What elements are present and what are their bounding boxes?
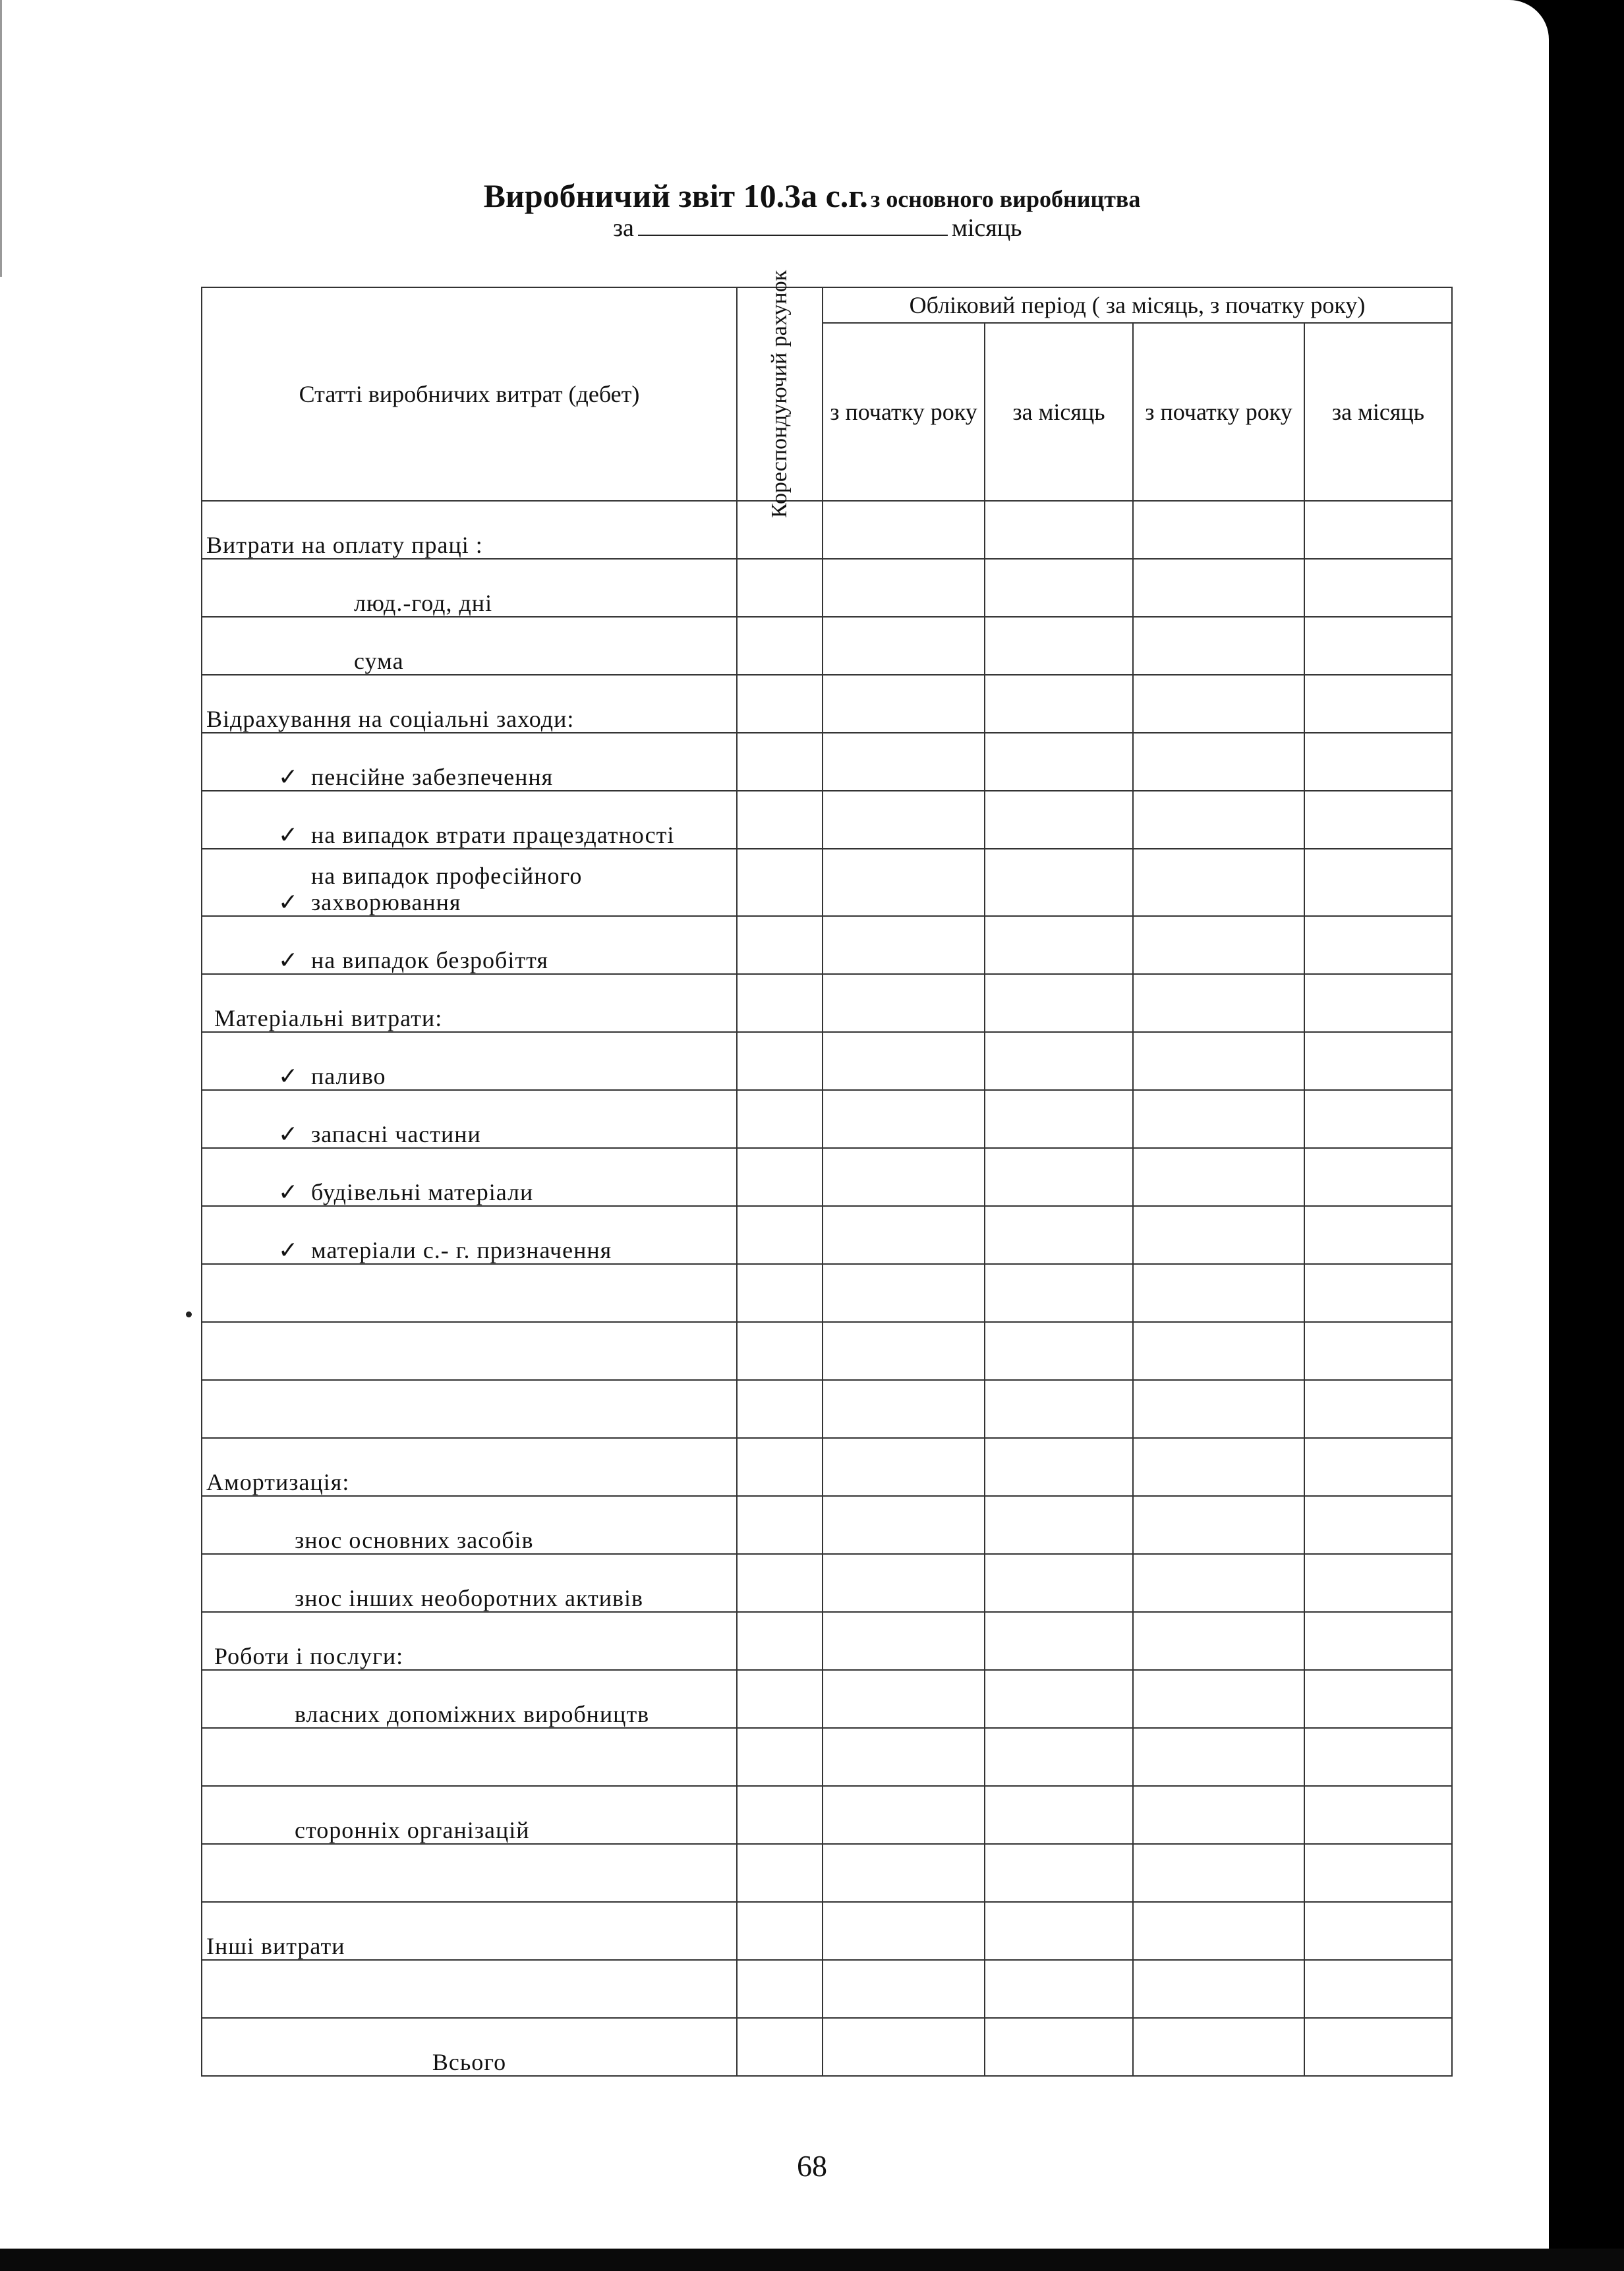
period-value-cell[interactable] xyxy=(1304,1728,1452,1786)
table-row xyxy=(202,1032,1452,1090)
checkmark-icon: ✓ xyxy=(278,1179,299,1205)
period-value-cell[interactable] xyxy=(985,916,1133,974)
table-row xyxy=(202,1148,1452,1206)
row-item-label xyxy=(202,1902,737,1960)
period-prefix: за xyxy=(613,214,634,242)
report-title-main: Виробничий звіт 10.3а с.г. xyxy=(483,177,868,214)
period-value-cell[interactable] xyxy=(1133,1032,1304,1090)
table-row xyxy=(202,1496,1452,1554)
period-value-cell[interactable] xyxy=(985,2018,1133,2076)
period-value-cell[interactable] xyxy=(1133,2018,1304,2076)
period-value-cell[interactable] xyxy=(823,1206,985,1264)
period-value-cell[interactable] xyxy=(823,1380,985,1438)
row-item-label xyxy=(202,1496,737,1554)
table-row xyxy=(202,1090,1452,1148)
period-value-cell[interactable] xyxy=(823,1670,985,1728)
period-value-cell[interactable] xyxy=(985,849,1133,916)
scan-edge-mark xyxy=(0,0,2,277)
account-cell[interactable] xyxy=(737,1844,823,1902)
header-sub-4: за місяць xyxy=(1304,323,1452,501)
row-item-label xyxy=(202,974,737,1032)
row-item-label xyxy=(202,1322,737,1380)
header-sub-2: за місяць xyxy=(985,323,1133,501)
period-value-cell[interactable] xyxy=(823,849,985,916)
period-value-cell[interactable] xyxy=(985,1728,1133,1786)
account-cell[interactable] xyxy=(737,675,823,733)
period-value-cell[interactable] xyxy=(823,791,985,849)
row-item-text: Матеріальні витрати: xyxy=(214,1005,443,1031)
period-value-cell[interactable] xyxy=(1304,1264,1452,1322)
row-item-label xyxy=(202,1264,737,1322)
account-cell[interactable] xyxy=(737,974,823,1032)
table-row xyxy=(202,1322,1452,1380)
table-row xyxy=(202,974,1452,1032)
table-row xyxy=(202,1554,1452,1612)
account-cell[interactable] xyxy=(737,1090,823,1148)
period-value-cell[interactable] xyxy=(823,733,985,791)
period-value-cell[interactable] xyxy=(985,733,1133,791)
checkmark-icon: ✓ xyxy=(278,889,299,915)
period-value-cell[interactable] xyxy=(1304,2018,1452,2076)
period-value-cell[interactable] xyxy=(1304,617,1452,675)
period-value-cell[interactable] xyxy=(1133,916,1304,974)
row-item-text: матеріали с.- г. призначення xyxy=(311,1237,612,1263)
row-item-label xyxy=(202,1206,737,1264)
period-value-cell[interactable] xyxy=(1133,559,1304,617)
account-cell[interactable] xyxy=(737,1728,823,1786)
row-item-label xyxy=(202,1438,737,1496)
account-cell[interactable] xyxy=(737,1264,823,1322)
period-value-cell[interactable] xyxy=(1304,1206,1452,1264)
period-value-cell[interactable] xyxy=(1304,849,1452,916)
period-value-cell[interactable] xyxy=(1133,675,1304,733)
period-value-cell[interactable] xyxy=(1133,733,1304,791)
row-item-text: сторонніх організацій xyxy=(295,1817,530,1843)
period-value-cell[interactable] xyxy=(985,1496,1133,1554)
period-value-cell[interactable] xyxy=(1133,1380,1304,1438)
period-value-cell[interactable] xyxy=(985,1960,1133,2018)
period-value-cell[interactable] xyxy=(985,791,1133,849)
period-value-cell[interactable] xyxy=(1133,1786,1304,1844)
account-cell[interactable] xyxy=(737,617,823,675)
header-sub-3: з початку року xyxy=(1133,323,1304,501)
account-cell[interactable] xyxy=(737,1670,823,1728)
period-value-cell[interactable] xyxy=(1304,1902,1452,1960)
account-cell[interactable] xyxy=(737,1206,823,1264)
period-value-cell[interactable] xyxy=(1304,1554,1452,1612)
account-cell[interactable] xyxy=(737,2018,823,2076)
table-row xyxy=(202,849,1452,916)
period-value-cell[interactable] xyxy=(985,1844,1133,1902)
table-row xyxy=(202,1960,1452,2018)
account-cell[interactable] xyxy=(737,1032,823,1090)
period-value-cell[interactable] xyxy=(1133,1728,1304,1786)
period-blank-field[interactable] xyxy=(638,212,948,236)
header-account-label: Кореспондуючий рахунок xyxy=(767,270,792,519)
row-item-text: знос основних засобів xyxy=(295,1527,534,1553)
table-row xyxy=(202,1380,1452,1438)
period-value-cell[interactable] xyxy=(1133,1902,1304,1960)
period-value-cell[interactable] xyxy=(985,617,1133,675)
period-value-cell[interactable] xyxy=(823,974,985,1032)
table-row xyxy=(202,2018,1452,2076)
table-body xyxy=(202,501,1452,2076)
period-value-cell[interactable] xyxy=(1304,675,1452,733)
row-item-text: знос інших необоротних активів xyxy=(295,1585,643,1611)
account-cell[interactable] xyxy=(737,1496,823,1554)
period-value-cell[interactable] xyxy=(1133,1844,1304,1902)
account-cell[interactable] xyxy=(737,1960,823,2018)
table-row xyxy=(202,1612,1452,1670)
period-value-cell[interactable] xyxy=(823,916,985,974)
account-cell[interactable] xyxy=(737,559,823,617)
header-period: Обліковий період ( за місяць, з початку року) xyxy=(823,287,1452,323)
account-cell[interactable] xyxy=(737,791,823,849)
period-value-cell[interactable] xyxy=(1133,501,1304,559)
period-value-cell[interactable] xyxy=(1304,1670,1452,1728)
report-title xyxy=(0,177,1624,215)
row-item-label xyxy=(202,1786,737,1844)
period-value-cell[interactable] xyxy=(1133,1206,1304,1264)
table-row xyxy=(202,1670,1452,1728)
row-item-text: паливо xyxy=(311,1063,386,1089)
period-value-cell[interactable] xyxy=(1133,1496,1304,1554)
period-value-cell[interactable] xyxy=(1304,791,1452,849)
scan-bottom-strip xyxy=(0,2249,1624,2271)
account-cell[interactable] xyxy=(737,1438,823,1496)
account-cell[interactable] xyxy=(737,1786,823,1844)
row-item-text: на випадок професійного захворювання xyxy=(311,863,583,915)
table-row xyxy=(202,1786,1452,1844)
period-value-cell[interactable] xyxy=(1304,916,1452,974)
period-value-cell[interactable] xyxy=(985,974,1133,1032)
table-row xyxy=(202,675,1452,733)
checkmark-icon: ✓ xyxy=(278,947,299,973)
period-value-cell[interactable] xyxy=(985,1612,1133,1670)
table-row xyxy=(202,1844,1452,1902)
row-item-label xyxy=(202,733,737,791)
row-item-label xyxy=(202,1612,737,1670)
period-value-cell[interactable] xyxy=(1133,791,1304,849)
period-value-cell[interactable] xyxy=(1133,1322,1304,1380)
row-item-label xyxy=(202,2018,737,2076)
period-value-cell[interactable] xyxy=(985,1438,1133,1496)
period-value-cell[interactable] xyxy=(985,1902,1133,1960)
table-row xyxy=(202,501,1452,559)
period-value-cell[interactable] xyxy=(823,1032,985,1090)
period-value-cell[interactable] xyxy=(1133,974,1304,1032)
period-value-cell[interactable] xyxy=(1133,1090,1304,1148)
row-item-label xyxy=(202,559,737,617)
account-cell[interactable] xyxy=(737,916,823,974)
period-value-cell[interactable] xyxy=(823,1090,985,1148)
period-value-cell[interactable] xyxy=(1133,849,1304,916)
row-item-label xyxy=(202,617,737,675)
table-row xyxy=(202,1206,1452,1264)
row-item-text: пенсійне забезпечення xyxy=(311,764,554,790)
period-value-cell[interactable] xyxy=(985,675,1133,733)
checkmark-icon: ✓ xyxy=(278,1063,299,1089)
period-value-cell[interactable] xyxy=(1133,1670,1304,1728)
table-row xyxy=(202,1264,1452,1322)
stray-bullet-mark xyxy=(186,1311,192,1317)
period-value-cell[interactable] xyxy=(985,559,1133,617)
row-item-label xyxy=(202,1148,737,1206)
period-value-cell[interactable] xyxy=(1133,617,1304,675)
period-value-cell[interactable] xyxy=(985,1090,1133,1148)
row-item-label xyxy=(202,849,737,916)
period-value-cell[interactable] xyxy=(823,1496,985,1554)
period-value-cell[interactable] xyxy=(1304,1090,1452,1148)
table-row xyxy=(202,1728,1452,1786)
period-value-cell[interactable] xyxy=(1133,1264,1304,1322)
period-line xyxy=(613,212,1022,243)
period-value-cell[interactable] xyxy=(1304,1612,1452,1670)
row-item-text: сума xyxy=(354,648,404,674)
period-value-cell[interactable] xyxy=(985,501,1133,559)
period-value-cell[interactable] xyxy=(1304,1786,1452,1844)
table-row xyxy=(202,733,1452,791)
row-item-label xyxy=(202,1728,737,1786)
row-item-label xyxy=(202,791,737,849)
period-value-cell[interactable] xyxy=(985,1670,1133,1728)
period-value-cell[interactable] xyxy=(1304,1380,1452,1438)
checkmark-icon: ✓ xyxy=(278,764,299,790)
account-cell[interactable] xyxy=(737,1148,823,1206)
row-item-text: на випадок безробіття xyxy=(311,947,548,973)
period-value-cell[interactable] xyxy=(985,1206,1133,1264)
period-value-cell[interactable] xyxy=(823,617,985,675)
account-cell[interactable] xyxy=(737,1612,823,1670)
report-title-sub: з основного виробництва xyxy=(870,186,1141,212)
period-value-cell[interactable] xyxy=(1304,1322,1452,1380)
period-value-cell[interactable] xyxy=(1304,1032,1452,1090)
period-value-cell[interactable] xyxy=(1133,1960,1304,2018)
checkmark-icon: ✓ xyxy=(278,1237,299,1263)
header-account xyxy=(737,270,823,519)
account-cell[interactable] xyxy=(737,1322,823,1380)
period-value-cell[interactable] xyxy=(823,1612,985,1670)
period-value-cell[interactable] xyxy=(1304,733,1452,791)
period-value-cell[interactable] xyxy=(1133,1612,1304,1670)
row-item-text: запасні частини xyxy=(311,1121,481,1147)
checkmark-icon: ✓ xyxy=(278,1121,299,1147)
row-item-text: люд.-год, дні xyxy=(354,590,493,616)
period-value-cell[interactable] xyxy=(823,1960,985,2018)
account-cell[interactable] xyxy=(737,1902,823,1960)
row-item-label xyxy=(202,675,737,733)
row-item-label xyxy=(202,916,737,974)
period-value-cell[interactable] xyxy=(1304,1148,1452,1206)
period-value-cell[interactable] xyxy=(823,501,985,559)
period-value-cell[interactable] xyxy=(823,675,985,733)
row-item-label xyxy=(202,1090,737,1148)
period-value-cell[interactable] xyxy=(985,1264,1133,1322)
period-value-cell[interactable] xyxy=(985,1786,1133,1844)
row-item-text: Відрахування на соціальні заходи: xyxy=(206,706,575,732)
account-cell[interactable] xyxy=(737,849,823,916)
row-item-label xyxy=(202,1844,737,1902)
period-value-cell[interactable] xyxy=(823,559,985,617)
period-value-cell[interactable] xyxy=(985,1380,1133,1438)
period-value-cell[interactable] xyxy=(985,1554,1133,1612)
row-item-label xyxy=(202,1380,737,1438)
period-value-cell[interactable] xyxy=(1304,1844,1452,1902)
period-value-cell[interactable] xyxy=(1304,1960,1452,2018)
row-item-label xyxy=(202,501,737,559)
row-item-label xyxy=(202,1960,737,2018)
period-value-cell[interactable] xyxy=(1133,1148,1304,1206)
table-row xyxy=(202,916,1452,974)
row-item-text: Витрати на оплату праці : xyxy=(206,532,483,558)
header-articles: Статті виробничих витрат (дебет) xyxy=(202,287,737,501)
page-number: 68 xyxy=(797,2149,827,2183)
row-item-label xyxy=(202,1032,737,1090)
period-value-cell[interactable] xyxy=(1304,974,1452,1032)
row-item-label xyxy=(202,1554,737,1612)
table-row xyxy=(202,1902,1452,1960)
row-item-text: Всього xyxy=(432,2049,507,2075)
row-item-text: власних допоміжних виробництв xyxy=(295,1701,650,1727)
period-value-cell[interactable] xyxy=(823,1786,985,1844)
account-cell[interactable] xyxy=(737,1554,823,1612)
period-value-cell[interactable] xyxy=(1304,1496,1452,1554)
period-value-cell[interactable] xyxy=(1304,1438,1452,1496)
period-value-cell[interactable] xyxy=(985,1148,1133,1206)
period-value-cell[interactable] xyxy=(1304,559,1452,617)
table-row xyxy=(202,559,1452,617)
period-value-cell[interactable] xyxy=(823,1902,985,1960)
period-value-cell[interactable] xyxy=(823,1554,985,1612)
period-value-cell[interactable] xyxy=(823,2018,985,2076)
row-item-text: Інші витрати xyxy=(206,1933,345,1959)
period-value-cell[interactable] xyxy=(823,1264,985,1322)
row-item-text: Амортизація: xyxy=(206,1469,350,1495)
row-item-text: на випадок втрати працездатності xyxy=(311,822,675,848)
account-cell[interactable] xyxy=(737,1380,823,1438)
checkmark-icon: ✓ xyxy=(278,822,299,848)
period-value-cell[interactable] xyxy=(823,1728,985,1786)
period-value-cell[interactable] xyxy=(985,1322,1133,1380)
row-item-text: Роботи і послуги: xyxy=(214,1643,404,1669)
period-value-cell[interactable] xyxy=(823,1322,985,1380)
header-sub-1: з початку року xyxy=(823,323,985,501)
period-value-cell[interactable] xyxy=(823,1148,985,1206)
period-value-cell[interactable] xyxy=(985,1032,1133,1090)
period-suffix: місяць xyxy=(951,214,1022,242)
table-row xyxy=(202,617,1452,675)
row-item-text: будівельні матеріали xyxy=(311,1179,534,1205)
table-row xyxy=(202,791,1452,849)
period-value-cell[interactable] xyxy=(823,1438,985,1496)
cost-report-table xyxy=(201,270,1453,2077)
period-value-cell[interactable] xyxy=(1133,1438,1304,1496)
period-value-cell[interactable] xyxy=(823,1844,985,1902)
row-item-label xyxy=(202,1670,737,1728)
account-cell[interactable] xyxy=(737,733,823,791)
table-row xyxy=(202,1438,1452,1496)
period-value-cell[interactable] xyxy=(1304,501,1452,559)
period-value-cell[interactable] xyxy=(1133,1554,1304,1612)
